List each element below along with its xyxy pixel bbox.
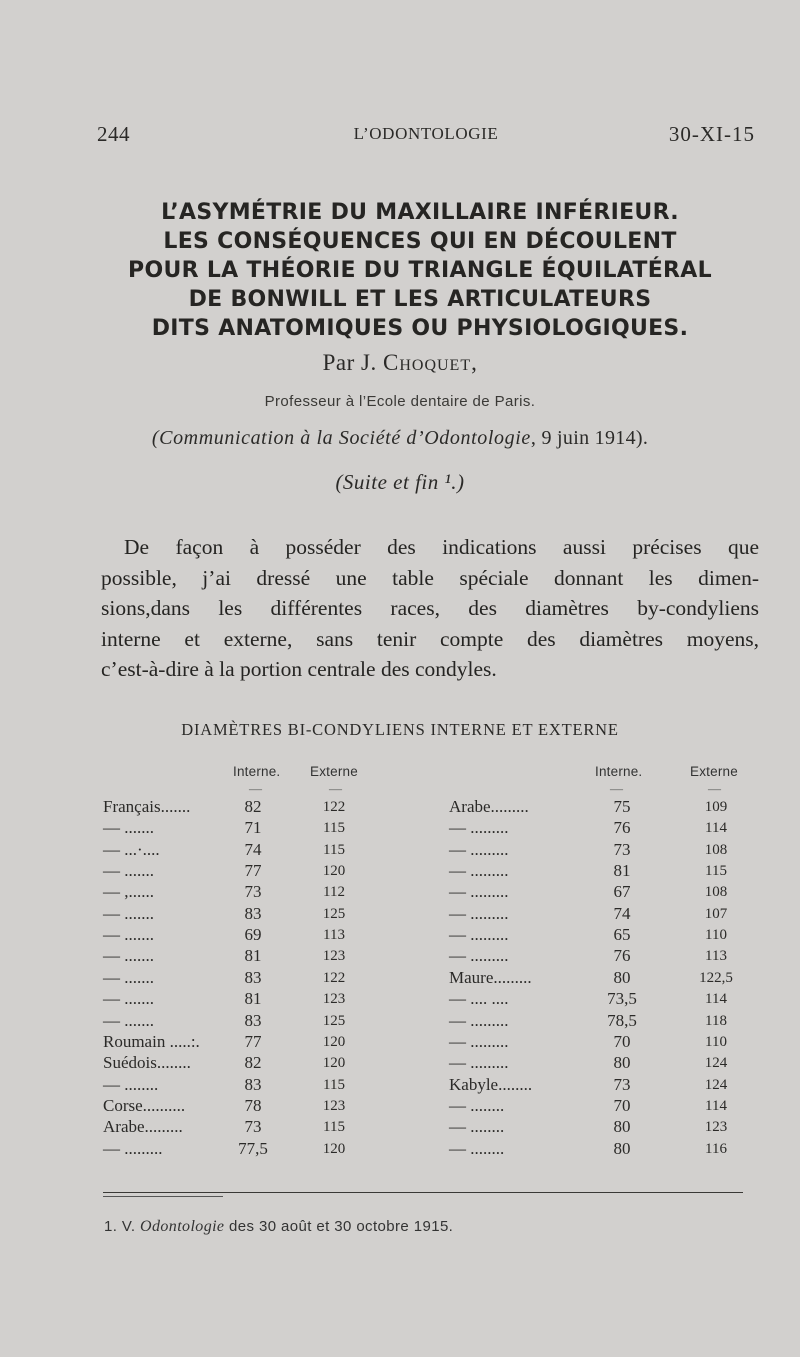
table-row-label: Kabyle........ (449, 1074, 533, 1094)
table-cell-externe: 114 (705, 820, 727, 837)
table-cell-interne: 80 (613, 1117, 631, 1137)
communication-note (0, 427, 800, 450)
communication-venue: Communication à la Société d’Odontologie (159, 427, 531, 449)
table-cell-interne: 77,5 (238, 1138, 268, 1158)
table-row-label: — ........ (449, 1138, 505, 1158)
right-header-dash: — (708, 781, 721, 796)
body-paragraph (101, 532, 759, 685)
table-row-label: — ......... (449, 839, 509, 859)
table-cell-externe: 110 (705, 1033, 727, 1050)
title-line-5: DITS ANATOMIQUES OU PHYSIOLOGIQUES. (151, 316, 689, 341)
table-cell-externe: 115 (323, 1076, 345, 1093)
table-row-label: — ........ (449, 1117, 505, 1137)
table-cell-externe: 113 (705, 948, 727, 965)
table-cell-externe: 115 (323, 1119, 345, 1136)
table-cell-externe: 125 (322, 1012, 346, 1029)
table-cell-interne: 76 (613, 818, 631, 838)
title-line-1: L’ASYMÉTRIE DU MAXILLAIRE INFÉRIEUR. (161, 200, 679, 225)
table-cell-interne: 76 (613, 946, 631, 966)
table-cell-externe: 125 (322, 905, 346, 922)
title-line-4: DE BONWILL ET LES ARTICULATEURS (188, 287, 652, 312)
table-cell-interne: 74 (244, 839, 262, 859)
footnote (104, 1218, 453, 1236)
author-line (0, 350, 800, 376)
table-cell-interne: 83 (244, 1010, 262, 1030)
table-row-label: — ....... (103, 946, 154, 966)
table-cell-externe: 115 (705, 863, 727, 880)
table-cell-interne: 83 (244, 903, 262, 923)
table-cell-externe: 123 (704, 1119, 728, 1136)
table-cell-externe: 109 (704, 799, 728, 815)
table-cell-externe: 113 (323, 927, 345, 944)
table-row-label: — ......... (449, 1031, 509, 1051)
table-row-label: Corse.......... (103, 1095, 186, 1115)
table-cell-interne: 73 (613, 1074, 631, 1094)
communication-date: , 9 juin 1914). (530, 427, 649, 449)
table-cell-interne: 83 (244, 1074, 262, 1094)
table-cell-interne: 80 (613, 1053, 631, 1073)
table-row-label: — ......... (449, 1053, 509, 1073)
table-row-label: — ....... (103, 861, 154, 881)
paragraph-line: possible, j’ai dressé une table spéciale donnant les dimen- (101, 565, 759, 590)
table-row-label: — ......... (449, 903, 509, 923)
table-cell-externe: 122 (322, 799, 346, 815)
footnote-prefix: 1. V. (104, 1218, 141, 1235)
paragraph-line: De façon à posséder des indications aussi précises que (124, 535, 759, 559)
table-cell-interne: 77 (244, 1031, 262, 1051)
table-row-label: Maure......... (449, 967, 532, 987)
table-cell-interne: 74 (613, 903, 631, 923)
table-cell-externe: 123 (322, 948, 346, 965)
table-cell-externe: 107 (704, 905, 728, 922)
table-cell-externe: 115 (323, 820, 345, 837)
table-cell-externe: 123 (322, 991, 346, 1008)
table-cell-externe: 110 (705, 927, 727, 944)
table-cell-externe: 124 (704, 1076, 728, 1093)
table-cell-interne: 81 (613, 861, 631, 881)
table-cell-externe: 120 (322, 1033, 346, 1050)
footnote-separator (103, 1192, 743, 1193)
table-title: DIAMÈTRES BI-CONDYLIENS INTERNE ET EXTERNE (181, 720, 619, 739)
author-name: Choquet (383, 350, 472, 375)
table-cell-interne: 82 (244, 797, 262, 816)
title-line-3: POUR LA THÉORIE DU TRIANGLE ÉQUILATÉRAL (128, 258, 712, 283)
table-row-label: — ....... (103, 903, 154, 923)
table-cell-interne: 65 (613, 925, 631, 945)
table-cell-externe: 120 (322, 863, 346, 880)
left-header-dash: — (249, 781, 262, 796)
table-row-label: Roumain .....:. (103, 1031, 200, 1051)
table-cell-interne: 70 (613, 1095, 631, 1115)
table-cell-interne: 73 (244, 1117, 262, 1137)
table-cell-interne: 73,5 (607, 989, 637, 1009)
table-cell-externe: 108 (704, 884, 728, 901)
article-title (60, 198, 780, 343)
table-row-label: — ........ (449, 1095, 505, 1115)
table-cell-interne: 81 (244, 989, 262, 1009)
table-cell-externe: 118 (705, 1012, 727, 1029)
running-head (97, 122, 755, 152)
author-prefix: Par J. (322, 350, 383, 375)
table-cell-interne: 75 (613, 797, 631, 816)
table-row-label: Arabe......... (449, 797, 529, 816)
suite-et-fin: (Suite et fin ¹.) (335, 470, 465, 494)
table-cell-externe: 108 (704, 841, 728, 858)
table-cell-externe: 123 (322, 1097, 346, 1114)
table-cell-interne: 77 (244, 861, 262, 881)
journal-name: L’ODONTOLOGIE (353, 124, 499, 143)
table-cell-externe: 120 (322, 1055, 346, 1072)
issue-date: 30-XI-15 (668, 122, 755, 146)
page-number: 244 (97, 122, 130, 146)
left-header-interne: Interne. (233, 764, 281, 779)
table-cell-externe: 124 (704, 1055, 728, 1072)
communication-open: ( (151, 427, 160, 449)
table-row-label: — ,...... (103, 882, 154, 902)
table-row-label: — ......... (449, 818, 509, 838)
table-cell-interne: 82 (244, 1053, 262, 1073)
table-cell-interne: 73 (244, 882, 262, 902)
table-cell-interne: 69 (244, 925, 262, 945)
table-cell-interne: 83 (244, 967, 262, 987)
table-row-label: — ....... (103, 1010, 154, 1030)
table-row-label: — ...·.... (103, 839, 160, 859)
table-row-label: — .... .... (449, 989, 509, 1009)
table-cell-interne: 70 (613, 1031, 631, 1051)
table-row-label: — ......... (449, 1010, 509, 1030)
table-row-label: Français....... (103, 797, 191, 816)
table-row-label: — ......... (449, 861, 509, 881)
table-row-label: — ....... (103, 818, 154, 838)
footnote-rest: des 30 août et 30 octobre 1915. (224, 1218, 454, 1235)
footnote-journal: Odontologie (140, 1218, 225, 1235)
table-cell-externe: 112 (323, 884, 345, 901)
table-row-label: — ....... (103, 967, 154, 987)
table-cell-externe: 122,5 (699, 969, 733, 986)
table-cell-externe: 114 (705, 1097, 727, 1114)
table-row-label: Arabe......... (103, 1117, 183, 1137)
footnote-separator-short (103, 1196, 223, 1197)
table-cell-externe: 115 (323, 841, 345, 858)
table-row-label: — ......... (449, 925, 509, 945)
table-cell-interne: 81 (244, 946, 262, 966)
table-row-label: — ........ (103, 1074, 159, 1094)
table-cell-interne: 73 (613, 839, 631, 859)
table-row-label: — ....... (103, 925, 154, 945)
paragraph-line: sions,dans les différentes races, des diamètres by-condyliens (101, 596, 759, 620)
author-suffix: , (471, 350, 478, 375)
table-row-label: — ......... (103, 1138, 163, 1158)
title-line-2: LES CONSÉQUENCES QUI EN DÉCOULENT (163, 229, 677, 254)
table-cell-externe: 116 (705, 1140, 727, 1157)
table-cell-interne: 80 (613, 1138, 631, 1158)
paragraph-line: c’est-à-dire à la portion centrale des condyles. (101, 657, 497, 681)
right-header-externe: Externe (690, 764, 738, 779)
paragraph-line: interne et externe, sans tenir compte des diamètres moyens, (101, 626, 759, 651)
table-cell-interne: 78,5 (607, 1010, 637, 1030)
left-header-dash: — (329, 781, 342, 796)
table-row-label: — ....... (103, 989, 154, 1009)
table-cell-interne: 71 (244, 818, 262, 838)
table-cell-externe: 120 (322, 1140, 346, 1157)
author-affiliation: Professeur à l’Ecole dentaire de Paris. (264, 393, 536, 410)
table-cell-interne: 67 (613, 882, 631, 902)
table-cell-externe: 114 (705, 991, 727, 1008)
left-header-externe: Externe (310, 764, 358, 779)
table-row-label: Suédois........ (103, 1053, 191, 1073)
table-cell-externe: 122 (322, 969, 346, 986)
right-header-interne: Interne. (595, 764, 643, 779)
table-row-label: — ......... (449, 946, 509, 966)
table-cell-interne: 80 (613, 967, 631, 987)
table-row-label: — ......... (449, 882, 509, 902)
right-header-dash: — (610, 781, 623, 796)
table-cell-interne: 78 (244, 1095, 262, 1115)
